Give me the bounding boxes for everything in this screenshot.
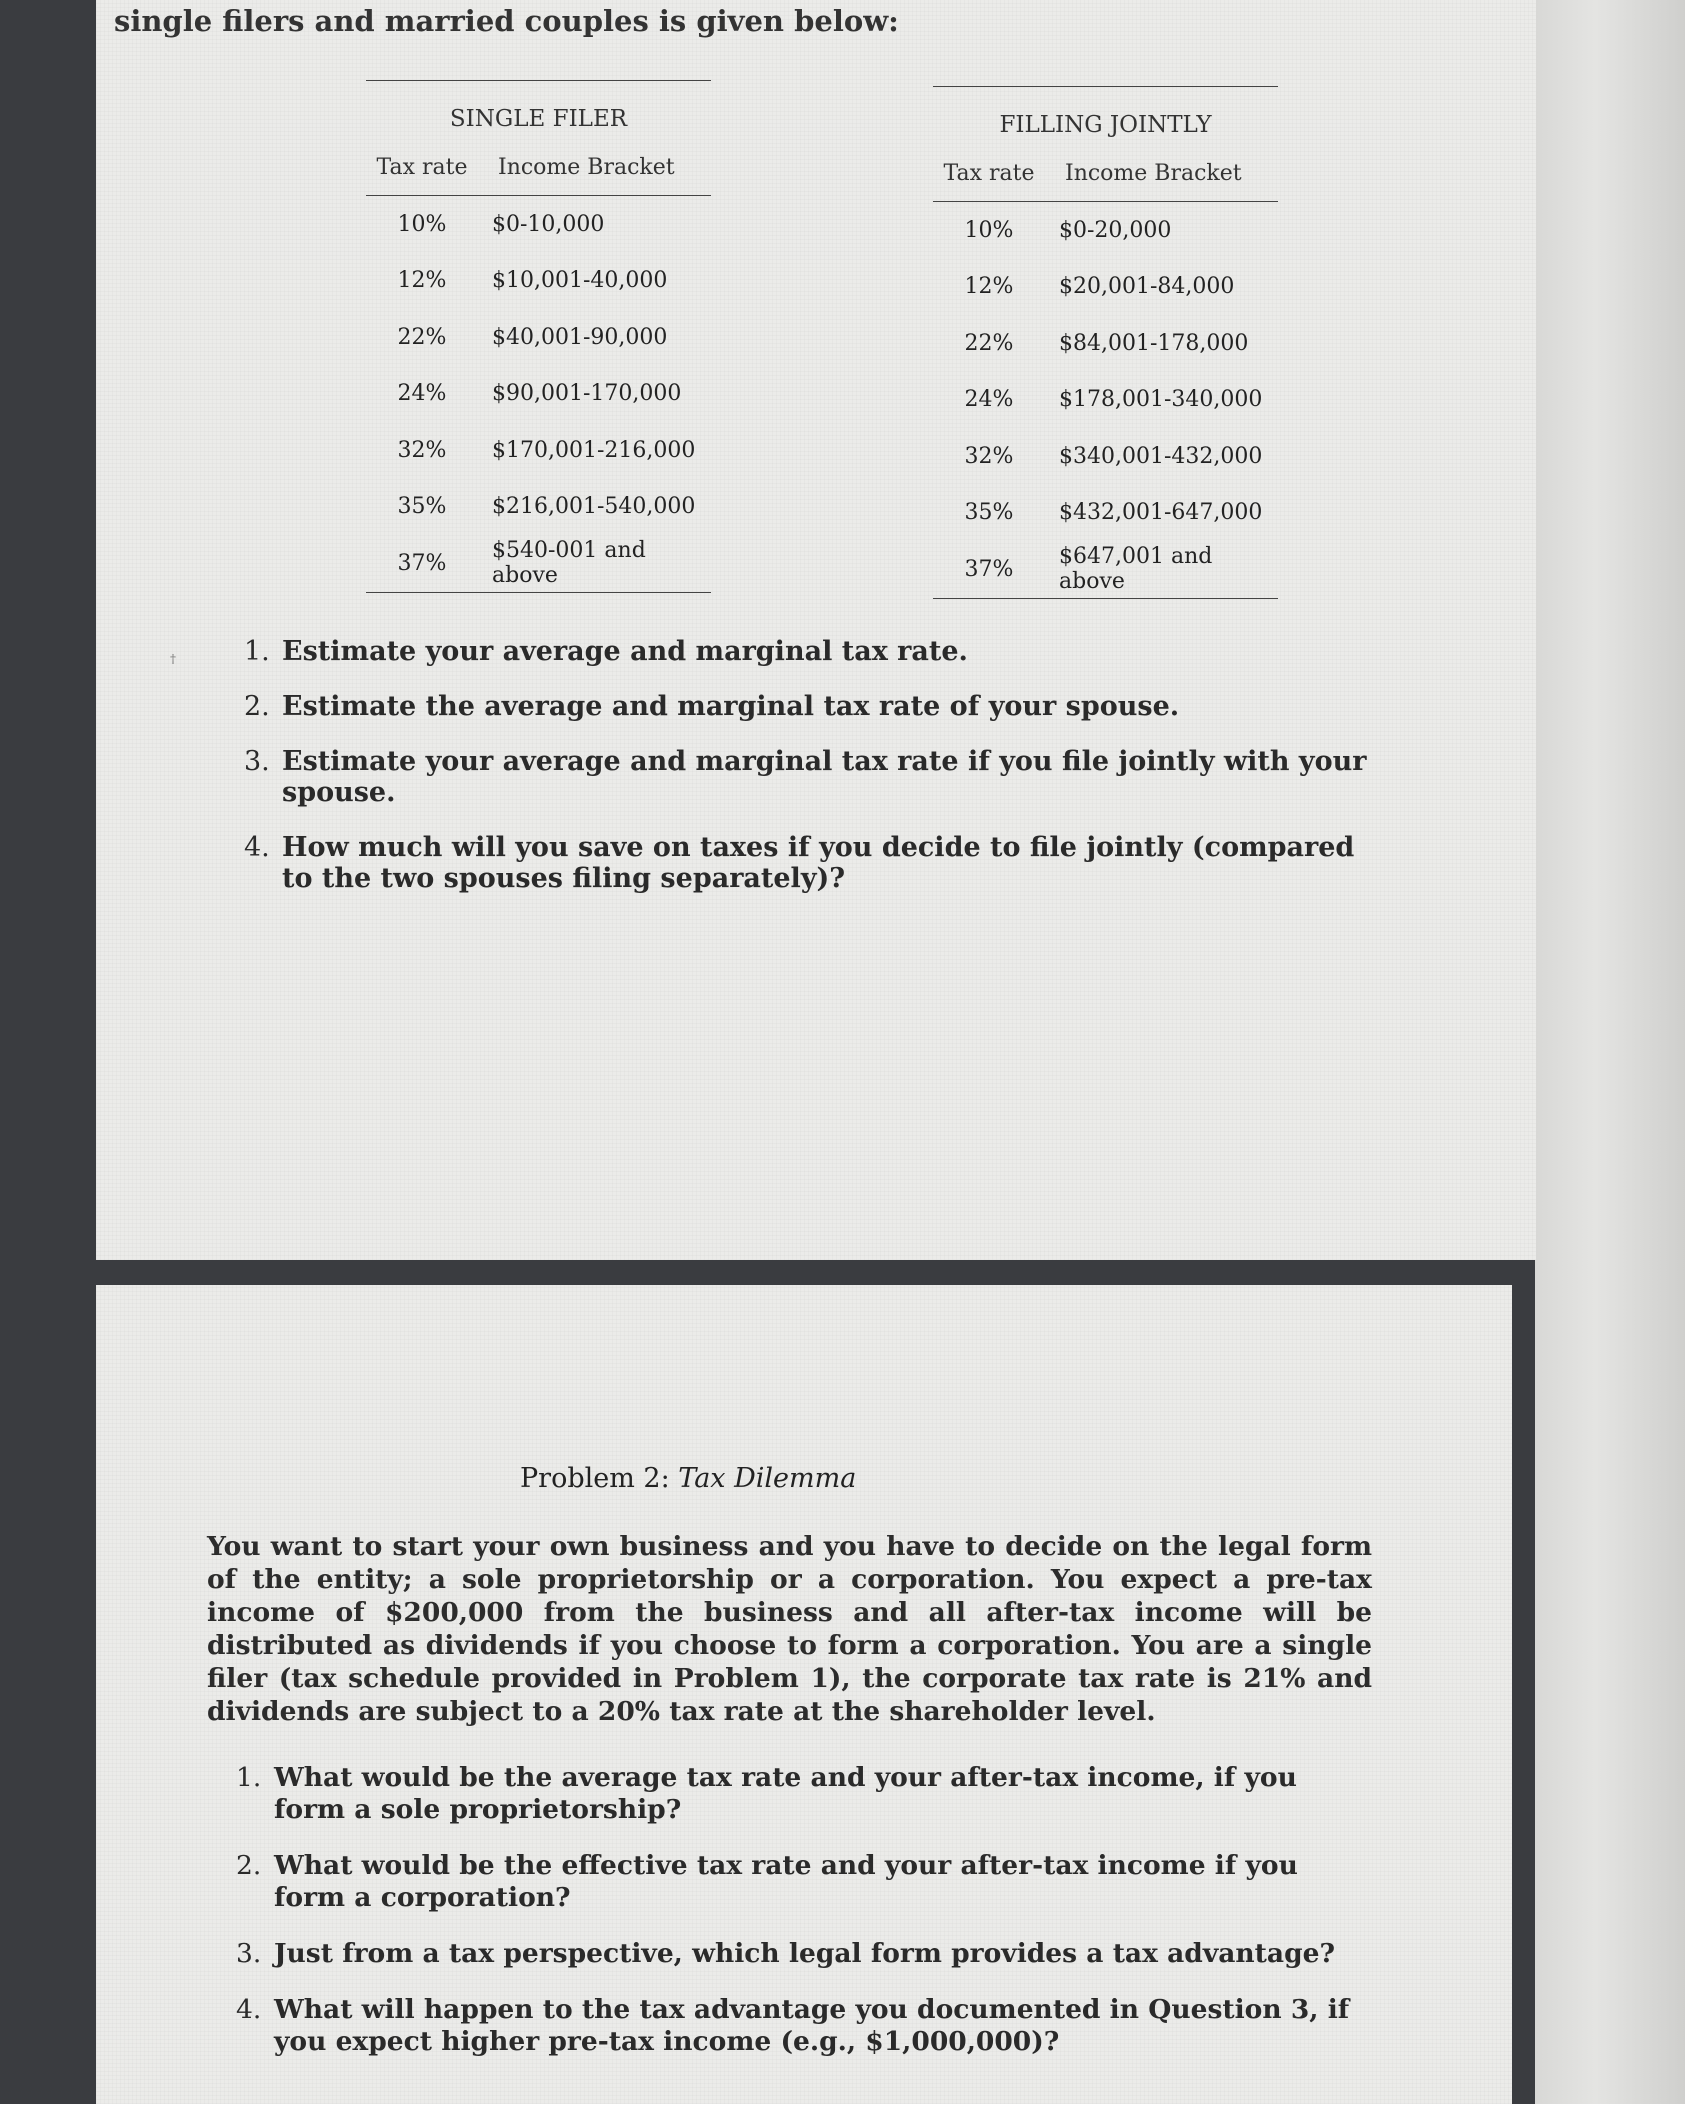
header-income-bracket: Income Bracket (1065, 160, 1242, 186)
tax-rate-cell: 37% (397, 550, 447, 576)
question-text: What would be the average tax rate and your after-tax income, if you form a sole proprietorship? (274, 1762, 1297, 1825)
problem2-body: You want to start your own business and you have to decide on the legal form of the entity; a sole proprietorship or a corporation. You expect a pre-tax income of $200,000 from the business and all after-tax income will be distributed as dividends if you choose to form a corporation. You are a single filer (tax schedule provided in Problem 1), the corporate tax rate is 21% and dividends are subject to a 20% tax rate at the shareholder level. (207, 1531, 1372, 1727)
table-row (366, 309, 711, 366)
income-bracket-cell: $0-20,000 (1059, 217, 1172, 243)
table-row (933, 485, 1278, 542)
table-row (933, 428, 1278, 485)
question-text: Estimate your average and marginal tax rate. (282, 636, 968, 667)
problem1-question-list (244, 636, 1384, 918)
table-row (933, 315, 1278, 372)
income-bracket-cell: $216,001-540,000 (492, 494, 696, 520)
question-number: 1. (236, 1762, 262, 1793)
single-filer-table (366, 80, 711, 593)
question-item (236, 1762, 1371, 1826)
problem2-title-italic: Tax Dilemma (678, 1463, 857, 1494)
table-row (933, 372, 1278, 429)
income-bracket-cell: $90,001-170,000 (492, 381, 682, 407)
table-caption: FILLING JOINTLY (999, 112, 1212, 138)
table-row (366, 479, 711, 536)
header-tax-rate: Tax rate (376, 154, 468, 180)
tax-rate-cell: 10% (397, 211, 447, 237)
problem2-question-list (236, 1762, 1371, 2082)
question-text: Estimate the average and marginal tax rate of your spouse. (282, 691, 1180, 722)
question-item (244, 636, 1384, 667)
question-number: 4. (236, 1994, 262, 2025)
question-text: Estimate your average and marginal tax rate if you file jointly with your spouse. (282, 746, 1367, 808)
tax-rate-cell: 12% (397, 268, 447, 294)
intro-text: single filers and married couples is given below: (114, 4, 899, 38)
question-number: 3. (236, 1938, 262, 1969)
tax-rate-cell: 22% (964, 330, 1014, 356)
question-item (244, 691, 1384, 722)
tax-rate-cell: 32% (964, 443, 1014, 469)
problem2-title (520, 1463, 856, 1494)
income-bracket-cell: $170,001-216,000 (492, 437, 696, 463)
tax-rate-cell: 22% (397, 324, 447, 350)
table-header (366, 139, 711, 196)
header-income-bracket: Income Bracket (498, 154, 675, 180)
question-text: What will happen to the tax advantage you documented in Question 3, if you expect higher pre-tax income (e.g., $1,000,000)? (274, 1994, 1350, 2057)
income-bracket-cell: $432,001-647,000 (1059, 500, 1263, 526)
question-item (244, 832, 1384, 894)
scan-mark: † (170, 652, 176, 666)
question-item (244, 746, 1384, 808)
table-row (366, 422, 711, 479)
question-number: 1. (244, 636, 270, 667)
tax-rate-cell: 37% (964, 556, 1014, 582)
table-row (933, 202, 1278, 259)
income-bracket-cell: $84,001-178,000 (1059, 330, 1249, 356)
question-number: 3. (244, 746, 270, 777)
table-row (366, 253, 711, 310)
question-item (236, 1850, 1371, 1914)
filing-jointly-table (933, 86, 1278, 599)
tax-rate-cell: 24% (964, 387, 1014, 413)
table-row (933, 541, 1278, 598)
table-row (933, 259, 1278, 316)
screen-edge (1535, 0, 1685, 2104)
table-bottom-rule (366, 592, 711, 593)
table-row (366, 535, 711, 592)
table-caption: SINGLE FILER (449, 106, 628, 132)
tax-rate-cell: 24% (397, 381, 447, 407)
table-top-rule (933, 86, 1278, 87)
table-bottom-rule (933, 598, 1278, 599)
question-number: 4. (244, 832, 270, 863)
table-top-rule (366, 80, 711, 81)
income-bracket-cell: $40,001-90,000 (492, 324, 668, 350)
tax-rate-cell: 32% (397, 437, 447, 463)
question-text: What would be the effective tax rate and your after-tax income if you form a corporation? (274, 1850, 1298, 1913)
document-page-top (96, 0, 1536, 1260)
table-row (366, 366, 711, 423)
income-bracket-cell: $178,001-340,000 (1059, 387, 1263, 413)
table-row (366, 196, 711, 253)
question-item (236, 1994, 1371, 2058)
income-bracket-cell: $647,001 and above (1059, 544, 1213, 595)
tax-rate-cell: 35% (397, 494, 447, 520)
question-item (236, 1938, 1371, 1970)
table-body (933, 202, 1278, 598)
tax-rate-cell: 10% (964, 217, 1014, 243)
income-bracket-cell: $20,001-84,000 (1059, 274, 1235, 300)
income-bracket-cell: $10,001-40,000 (492, 268, 668, 294)
question-number: 2. (236, 1850, 262, 1881)
question-text: How much will you save on taxes if you decide to file jointly (compared to the two spouses filing separately)? (282, 832, 1355, 894)
problem2-title-prefix: Problem 2: (520, 1463, 679, 1494)
tax-rate-cell: 35% (964, 500, 1014, 526)
header-tax-rate: Tax rate (943, 160, 1035, 186)
table-header (933, 145, 1278, 202)
table-body (366, 196, 711, 592)
question-number: 2. (244, 691, 270, 722)
income-bracket-cell: $0-10,000 (492, 211, 605, 237)
income-bracket-cell: $340,001-432,000 (1059, 443, 1263, 469)
tax-rate-cell: 12% (964, 274, 1014, 300)
question-text: Just from a tax perspective, which legal form provides a tax advantage? (274, 1938, 1335, 1969)
income-bracket-cell: $540-001 and above (492, 538, 646, 589)
